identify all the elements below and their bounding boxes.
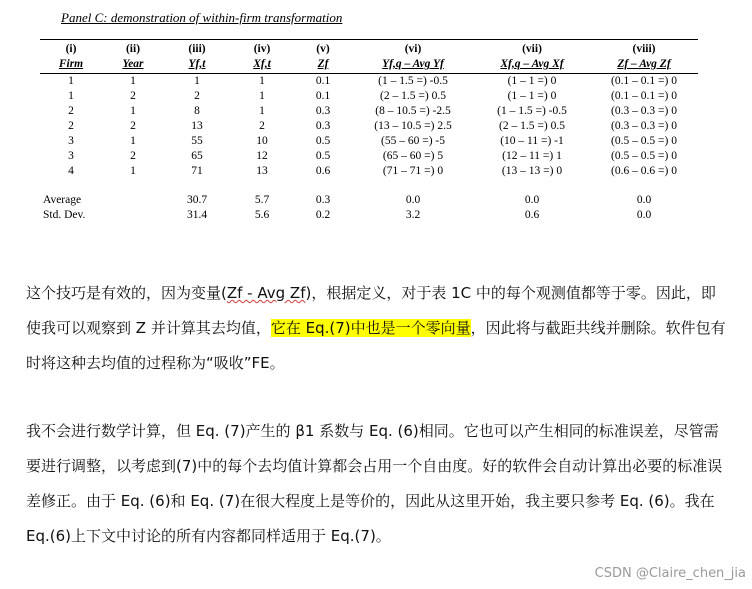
table-cell: 2 xyxy=(130,90,136,102)
spacer-row xyxy=(40,179,698,193)
table-cell: 2 xyxy=(68,120,74,132)
table-row xyxy=(40,119,698,134)
table-cell: 1 xyxy=(130,105,136,117)
table-row xyxy=(40,74,698,90)
table-cell: (13 – 10.5 =) 2.5 xyxy=(374,120,452,132)
table-cell: 5.7 xyxy=(254,194,270,206)
table-cell: 2 xyxy=(259,120,265,132)
table-row xyxy=(40,149,698,164)
table-cell: (8 – 10.5 =) -2.5 xyxy=(375,105,451,117)
table-cell: 13 xyxy=(256,165,268,177)
table-cell: 2 xyxy=(194,90,200,102)
table-cell: (iv) xyxy=(253,43,271,55)
table-cell: Zf xyxy=(294,57,352,74)
table-cell: 1 xyxy=(259,105,265,117)
table-cell: 1 xyxy=(130,135,136,147)
table-cell: (0.6 – 0.6 =) 0 xyxy=(611,165,677,177)
table-cell: Yf,q – Avg Yf xyxy=(352,57,474,74)
paragraph-1-part-b: )，根据定义，对于表 1C 中的每个观测值都等于零。因此，即使我可以观察到 Z 并计算其去均值， xyxy=(26,284,716,337)
table-cell: 1 xyxy=(68,90,74,102)
table-cell: Firm xyxy=(40,57,102,74)
table-cell: 1 xyxy=(130,75,136,87)
table-cell: Xf,q – Avg Xf xyxy=(474,57,590,74)
table-cell: 5.6 xyxy=(254,209,270,221)
table-cell: 12 xyxy=(256,150,268,162)
table-row xyxy=(40,89,698,104)
highlighted-text: 它在 Eq.(7)中也是一个零向量 xyxy=(270,319,471,337)
table-cell: (0.1 – 0.1 =) 0 xyxy=(611,90,677,102)
table-cell: (viii) xyxy=(632,43,656,55)
table-cell: (71 – 71 =) 0 xyxy=(382,165,444,177)
summary-row xyxy=(40,193,698,208)
table-cell: (v) xyxy=(316,43,330,55)
table-cell: 1 xyxy=(259,90,265,102)
table-cell: (10 – 11 =) -1 xyxy=(500,135,564,147)
table-cell: (65 – 60 =) 5 xyxy=(382,150,444,162)
table-cell: (i) xyxy=(65,43,77,55)
table-cell: 0.1 xyxy=(315,90,331,102)
paragraph-2: 我不会进行数学计算，但 Eq. (7)产生的 β1 系数与 Eq. (6)相同。它也可以产生相同的标准误差，尽管需要进行调整，以考虑到(7)中的每个去均值计算都会占用一个自由度。好的软件会自动计算出必要的标准误差修正。由于 Eq. (6)和 Eq. (7)在很大程度上是等价的，因此从这里开始，我主要只参考 Eq. (6)。我在 Eq.(6)上下文中讨论的所有内容都同样适用于 Eq.(7)。 xyxy=(26,422,723,545)
watermark: CSDN @Claire_chen_jia xyxy=(594,566,746,581)
table-cell: Std. Dev. xyxy=(43,209,86,221)
table-cell: 55 xyxy=(191,135,203,147)
table-cell: 8 xyxy=(194,105,200,117)
table-cell: 4 xyxy=(68,165,74,177)
table-cell: 1 xyxy=(68,75,74,87)
data-table xyxy=(40,42,698,223)
table-cell: 2 xyxy=(68,105,74,117)
column-numbers-row xyxy=(40,42,698,57)
table-cell: (2 – 1.5 =) 0.5 xyxy=(499,120,565,132)
zf-expression: Zf - Avg Zf xyxy=(226,284,306,302)
table-cell: (13 – 13 =) 0 xyxy=(501,165,563,177)
table-cell xyxy=(102,208,164,223)
table-cell xyxy=(102,193,164,208)
table-cell: Average xyxy=(43,194,82,206)
table-cell: (1 – 1.5 =) -0.5 xyxy=(378,75,448,87)
column-headers-row xyxy=(40,57,698,74)
table-cell: 65 xyxy=(191,150,203,162)
table-cell: 2 xyxy=(130,120,136,132)
table-cell: (1 – 1 =) 0 xyxy=(507,75,557,87)
paragraph-1-part-c: ，因此将与截距共线并删除。软件包有时将这种去均值的过程称为“吸收”FE。 xyxy=(26,319,726,372)
table-cell: 0.0 xyxy=(405,194,421,206)
table-cell: (ii) xyxy=(125,43,141,55)
table-cell: 0.1 xyxy=(315,75,331,87)
table-cell: 0.5 xyxy=(315,150,331,162)
table-cell: 3 xyxy=(68,150,74,162)
table-cell: (12 – 11 =) 1 xyxy=(502,150,562,162)
table-cell: 0.3 xyxy=(315,120,331,132)
table-cell: (0.3 – 0.3 =) 0 xyxy=(611,105,677,117)
table-cell: 0.3 xyxy=(315,105,331,117)
table-row xyxy=(40,134,698,149)
table-cell: Zf – Avg Zf xyxy=(590,57,698,74)
table-cell: 0.3 xyxy=(315,194,331,206)
table-cell: 71 xyxy=(191,165,203,177)
table-cell: 2 xyxy=(130,150,136,162)
table-cell: 0.6 xyxy=(315,165,331,177)
table-cell: 1 xyxy=(130,165,136,177)
table-cell: 0.5 xyxy=(315,135,331,147)
table-cell: 0.2 xyxy=(315,209,331,221)
table-cell: 13 xyxy=(191,120,203,132)
table-cell: (vi) xyxy=(404,43,422,55)
table-cell: 3 xyxy=(68,135,74,147)
table-cell: 1 xyxy=(194,75,200,87)
table-cell: (vii) xyxy=(522,43,542,55)
table-cell: 0.0 xyxy=(636,209,652,221)
table-cell: (0.3 – 0.3 =) 0 xyxy=(611,120,677,132)
table-cell: Xf,t xyxy=(230,57,294,74)
table-row xyxy=(40,104,698,119)
table-cell: 3.2 xyxy=(405,209,421,221)
table-cell: 0.6 xyxy=(524,209,540,221)
paragraph-1 xyxy=(26,276,726,381)
spacer-cell xyxy=(40,179,698,193)
paragraph-1-part-a: 这个技巧是有效的，因为变量( xyxy=(26,284,227,302)
table-cell: (55 – 60 =) -5 xyxy=(381,135,445,147)
table-cell: Yf,t xyxy=(164,57,230,74)
table-cell: 0.0 xyxy=(636,194,652,206)
table-cell: 1 xyxy=(259,75,265,87)
table-top-rule xyxy=(40,39,698,40)
table-cell: 0.0 xyxy=(524,194,540,206)
table-cell: Year xyxy=(102,57,164,74)
table-cell: (1 – 1.5 =) -0.5 xyxy=(497,105,567,117)
summary-row xyxy=(40,208,698,223)
table-cell: 31.4 xyxy=(186,209,208,221)
table-cell: (iii) xyxy=(188,43,206,55)
table-cell: (1 – 1 =) 0 xyxy=(507,90,557,102)
panel-title: Panel C: demonstration of within-firm transformation xyxy=(61,10,343,25)
table-cell: 30.7 xyxy=(186,194,208,206)
table-cell: 10 xyxy=(256,135,268,147)
table-cell: (0.5 – 0.5 =) 0 xyxy=(611,135,677,147)
table-cell: (2 – 1.5 =) 0.5 xyxy=(380,90,446,102)
table-cell: (0.1 – 0.1 =) 0 xyxy=(611,75,677,87)
table-row xyxy=(40,164,698,179)
table-cell: (0.5 – 0.5 =) 0 xyxy=(611,150,677,162)
